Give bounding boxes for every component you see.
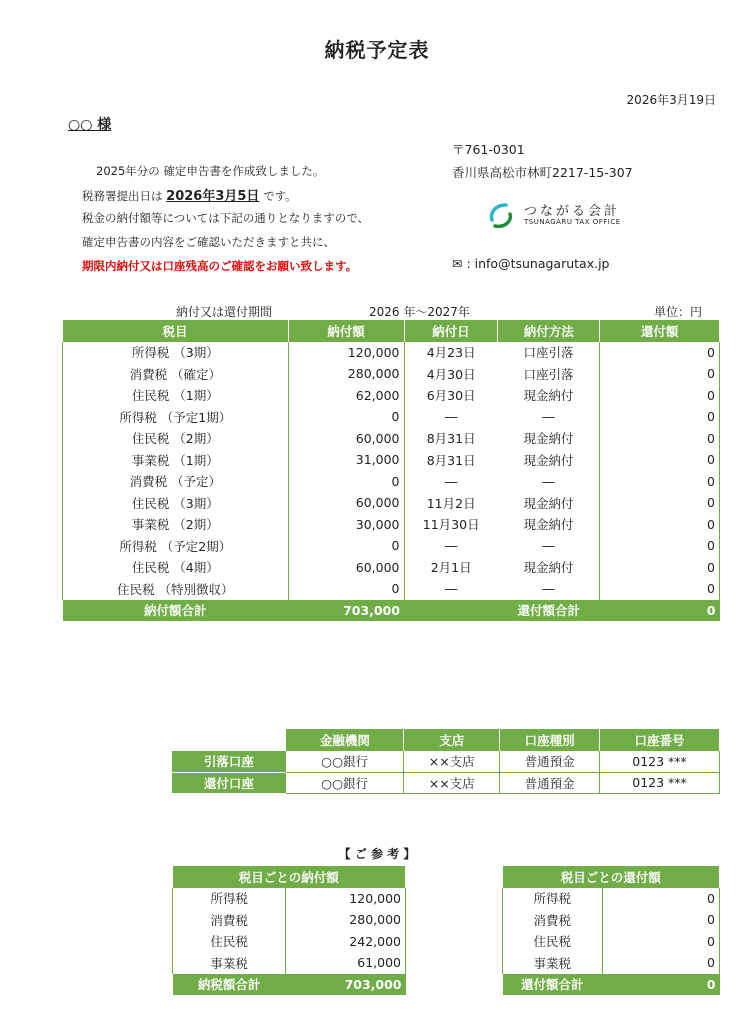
office-email: ✉ : info@tsunagarutax.jp <box>452 256 610 271</box>
schedule-cell: 0 <box>600 363 720 385</box>
accounts-header-blank <box>172 729 286 751</box>
schedule-cell: 現金納付 <box>498 557 600 579</box>
accounts-header-cell: 金融機関 <box>286 729 404 751</box>
accounts-table <box>172 729 720 794</box>
table-row <box>172 751 720 773</box>
schedule-header-cell: 納付日 <box>404 320 498 342</box>
schedule-cell: 現金納付 <box>498 385 600 407</box>
logo-mark-icon <box>486 200 516 230</box>
schedule-cell: 0 <box>288 578 404 600</box>
table-row <box>63 535 720 557</box>
office-postal: 〒761-0301 <box>452 142 525 157</box>
unit-label: 単位：円 <box>654 305 703 319</box>
schedule-cell: 0 <box>600 428 720 450</box>
schedule-header-cell: 納付額 <box>288 320 404 342</box>
logo-name: つながる会計 <box>524 204 621 219</box>
table-row <box>63 514 720 536</box>
schedule-cell: 0 <box>288 471 404 493</box>
schedule-cell: 事業税 （1期） <box>63 449 289 471</box>
reference-payment-total-row <box>173 974 406 996</box>
schedule-cell: 0 <box>288 535 404 557</box>
schedule-cell: 4月30日 <box>426 366 476 382</box>
total-refund-value: 0 <box>600 600 720 622</box>
account-label: 引落口座 <box>172 751 286 773</box>
letter-line-2-post: です。 <box>259 189 297 203</box>
schedule-cell: 住民税 （4期） <box>63 557 289 579</box>
schedule-header-cell: 還付額 <box>600 320 720 342</box>
schedule-cell: 事業税 （2期） <box>63 514 289 536</box>
reference-payment-total-value: 703,000 <box>286 974 406 996</box>
total-pay-value: 703,000 <box>288 600 404 622</box>
schedule-cell: 11月2日 <box>426 495 476 511</box>
schedule-cell: 0 <box>600 449 720 471</box>
schedule-cell: 6月30日 <box>426 388 476 404</box>
schedule-cell: ― <box>444 409 458 425</box>
table-row <box>503 931 720 953</box>
reference-refund-header: 税目ごとの還付額 <box>503 866 720 888</box>
schedule-cell: 口座引落 <box>498 342 600 364</box>
schedule-cell: ― <box>498 471 600 493</box>
reference-amount: 0 <box>602 909 719 931</box>
schedule-cell: 所得税 （予定1期） <box>63 406 289 428</box>
schedule-cell: 消費税 （予定） <box>63 471 289 493</box>
schedule-cell: 0 <box>600 342 720 364</box>
schedule-cell: 60,000 <box>288 492 404 514</box>
reference-tax-name: 住民税 <box>503 931 603 953</box>
reference-payment-table <box>172 866 406 995</box>
letter-line-2-pre: 税務署提出日は <box>82 189 167 203</box>
addressee: ○○ 様 <box>68 117 112 133</box>
schedule-cell: 280,000 <box>288 363 404 385</box>
reference-title: 【 ご 参 考 】 <box>338 847 416 861</box>
logo-subtitle: TSUNAGARU TAX OFFICE <box>524 218 621 226</box>
period-label: 納付又は還付期間 <box>176 305 273 319</box>
account-cell: 普通預金 <box>500 751 600 773</box>
schedule-cell: 0 <box>600 578 720 600</box>
letter-line-5: 期限内納付又は口座残高のご確認をお願い致します。 <box>82 259 358 273</box>
reference-refund-table <box>502 866 720 995</box>
schedule-cell: 31,000 <box>288 449 404 471</box>
schedule-cell: 8月31日 <box>426 431 476 447</box>
schedule-cell: 60,000 <box>288 428 404 450</box>
table-row <box>173 931 406 953</box>
reference-payment-header: 税目ごとの納付額 <box>173 866 406 888</box>
schedule-cell: 0 <box>600 406 720 428</box>
account-label: 還付口座 <box>172 772 286 794</box>
reference-amount: 120,000 <box>286 888 406 910</box>
total-spacer <box>404 600 498 622</box>
letter-line-2 <box>82 185 297 204</box>
total-pay-label: 納付額合計 <box>63 600 289 622</box>
schedule-cell: 0 <box>600 514 720 536</box>
table-row <box>63 449 720 471</box>
table-row <box>63 385 720 407</box>
schedule-cell: 60,000 <box>288 557 404 579</box>
schedule-cell: ― <box>498 406 600 428</box>
accounts-header-cell: 口座種別 <box>500 729 600 751</box>
schedule-cell: 所得税 （予定2期） <box>63 535 289 557</box>
reference-tax-name: 所得税 <box>173 888 286 910</box>
table-row <box>503 909 720 931</box>
schedule-cell: 住民税 （特別徴収） <box>63 578 289 600</box>
letter-line-3: 税金の納付額等については下記の通りとなりますので、 <box>82 211 370 225</box>
letter-line-1: 2025年分の 確定申告書を作成致しました。 <box>96 164 325 178</box>
schedule-cell: 0 <box>600 492 720 514</box>
schedule-cell: 120,000 <box>288 342 404 364</box>
table-row <box>63 578 720 600</box>
reference-payment-total-label: 納税額合計 <box>173 974 286 996</box>
accounts-header-row <box>172 729 720 751</box>
table-row <box>63 406 720 428</box>
schedule-cell: 8月31日 <box>426 452 476 468</box>
account-cell: ××支店 <box>404 772 500 794</box>
schedule-cell: 現金納付 <box>498 428 600 450</box>
schedule-cell: 所得税 （3期） <box>63 342 289 364</box>
table-row <box>63 471 720 493</box>
account-cell: ××支店 <box>404 751 500 773</box>
reference-amount: 0 <box>602 931 719 953</box>
schedule-cell: 0 <box>288 406 404 428</box>
reference-refund-total-row <box>503 974 720 996</box>
reference-tax-name: 事業税 <box>503 952 603 974</box>
reference-tax-name: 消費税 <box>173 909 286 931</box>
table-row <box>63 492 720 514</box>
table-row <box>63 428 720 450</box>
table-row <box>503 888 720 910</box>
schedule-cell: 住民税 （2期） <box>63 428 289 450</box>
schedule-cell: 0 <box>600 557 720 579</box>
accounts-header-cell: 支店 <box>404 729 500 751</box>
reference-refund-total-label: 還付額合計 <box>503 974 603 996</box>
letter-line-4: 確定申告書の内容をご確認いただきますと共に、 <box>82 235 335 249</box>
total-refund-label: 還付額合計 <box>498 600 600 622</box>
table-row <box>63 557 720 579</box>
schedule-cell: 0 <box>600 471 720 493</box>
schedule-cell: ― <box>498 535 600 557</box>
account-cell: ○○銀行 <box>286 751 404 773</box>
schedule-cell: 現金納付 <box>498 492 600 514</box>
submission-date: 2026年3月5日 <box>166 189 260 204</box>
table-row <box>173 888 406 910</box>
reference-refund-total-value: 0 <box>602 974 719 996</box>
reference-amount: 0 <box>602 952 719 974</box>
account-cell: 0123 *** <box>600 772 720 794</box>
payment-schedule-table <box>62 320 720 621</box>
schedule-cell: 住民税 （3期） <box>63 492 289 514</box>
schedule-cell: 2月1日 <box>430 560 472 576</box>
schedule-cell: ― <box>444 538 458 554</box>
table-row <box>172 772 720 794</box>
reference-tax-name: 住民税 <box>173 931 286 953</box>
schedule-total-row <box>63 600 720 622</box>
reference-amount: 61,000 <box>286 952 406 974</box>
schedule-header-cell: 納付方法 <box>498 320 600 342</box>
schedule-cell: ― <box>444 581 458 597</box>
schedule-cell: 30,000 <box>288 514 404 536</box>
table-row <box>63 342 720 364</box>
schedule-cell: 口座引落 <box>498 363 600 385</box>
schedule-cell: 4月23日 <box>426 345 476 361</box>
table-row <box>173 909 406 931</box>
office-logo <box>486 198 666 234</box>
reference-amount: 0 <box>602 888 719 910</box>
account-cell: ○○銀行 <box>286 772 404 794</box>
table-row <box>63 363 720 385</box>
reference-tax-name: 消費税 <box>503 909 603 931</box>
reference-amount: 280,000 <box>286 909 406 931</box>
reference-amount: 242,000 <box>286 931 406 953</box>
office-address: 香川県高松市林町2217-15-307 <box>452 165 633 180</box>
schedule-cell: 0 <box>600 535 720 557</box>
schedule-cell: ― <box>498 578 600 600</box>
accounts-header-cell: 口座番号 <box>600 729 720 751</box>
schedule-header-row <box>63 320 720 342</box>
account-cell: 0123 *** <box>600 751 720 773</box>
schedule-cell: 0 <box>600 385 720 407</box>
schedule-cell: 62,000 <box>288 385 404 407</box>
schedule-cell: 現金納付 <box>498 514 600 536</box>
account-cell: 普通預金 <box>500 772 600 794</box>
schedule-cell: 11月30日 <box>422 517 480 533</box>
table-row <box>173 952 406 974</box>
period-value: 2026 年～2027年 <box>369 305 470 319</box>
issue-date: 2026年3月19日 <box>626 93 716 107</box>
reference-tax-name: 事業税 <box>173 952 286 974</box>
schedule-header-cell: 税目 <box>63 320 289 342</box>
table-row <box>503 952 720 974</box>
schedule-cell: ― <box>444 473 458 489</box>
schedule-cell: 現金納付 <box>498 449 600 471</box>
schedule-cell: 住民税 （1期） <box>63 385 289 407</box>
reference-tax-name: 所得税 <box>503 888 603 910</box>
schedule-cell: 消費税 （確定） <box>63 363 289 385</box>
page-title: 納税予定表 <box>324 38 430 62</box>
